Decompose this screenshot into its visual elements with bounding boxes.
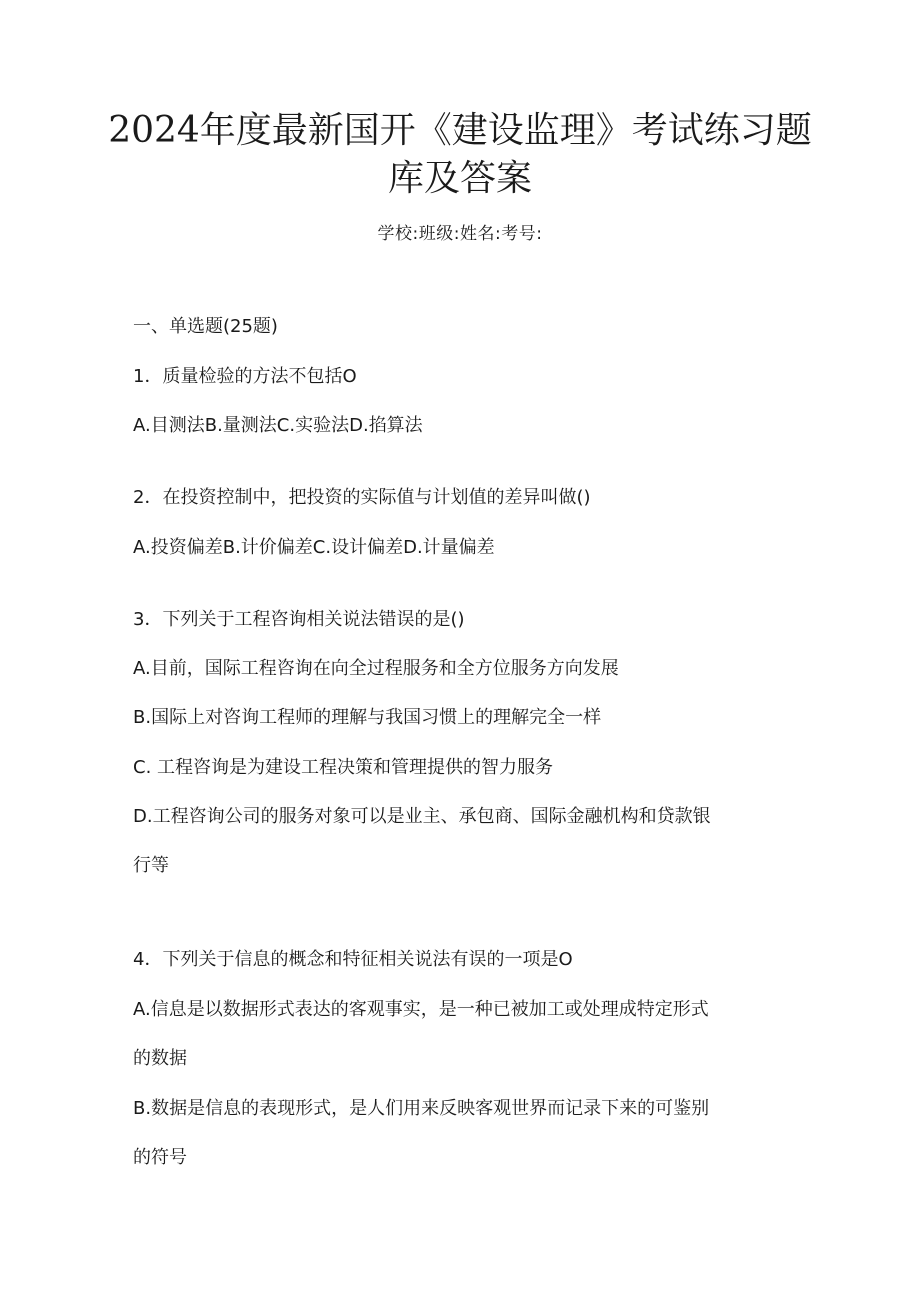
question-3-option-d-cont: 行等 xyxy=(133,855,169,876)
question-4-option-b-cont: 的符号 xyxy=(133,1147,187,1168)
question-3-option-a: A.目前，国际工程咨询在向全过程服务和全方位服务方向发展 xyxy=(133,658,619,679)
question-3-option-b: B.国际上对咨询工程师的理解与我国习惯上的理解完全一样 xyxy=(133,707,602,728)
question-4-option-a-cont: 的数据 xyxy=(133,1048,187,1069)
question-4-option-a: A.信息是以数据形式表达的客观事实，是一种已被加工或处理成特定形式 xyxy=(133,999,709,1020)
question-4-option-b: B.数据是信息的表现形式，是人们用来反映客观世界而记录下来的可鉴别 xyxy=(133,1098,710,1119)
question-3-option-d: D.工程咨询公司的服务对象可以是业主、承包商、国际金融机构和贷款银 xyxy=(133,806,711,827)
section-heading: 一、单选题(25题) xyxy=(133,316,278,337)
student-info-line: 学校:班级:姓名:考号: xyxy=(377,224,543,244)
question-3-stem: 3．下列关于工程咨询相关说法错误的是() xyxy=(133,609,465,630)
document-title-line-1: 2024年度最新国开《建设监理》考试练习题 xyxy=(108,110,812,151)
question-1-options: A.目测法B.量测法C.实验法D.掐算法 xyxy=(133,415,423,436)
question-2-options: A.投资偏差B.计价偏差C.设计偏差D.计量偏差 xyxy=(133,537,495,558)
question-3-option-c: C. 工程咨询是为建设工程决策和管理提供的智力服务 xyxy=(133,757,554,778)
question-4-stem: 4．下列关于信息的概念和特征相关说法有误的一项是O xyxy=(133,949,573,970)
question-2-stem: 2．在投资控制中，把投资的实际值与计划值的差异叫做() xyxy=(133,487,591,508)
document-title-line-2: 库及答案 xyxy=(387,158,532,199)
question-1-stem: 1．质量检验的方法不包括O xyxy=(133,366,357,387)
